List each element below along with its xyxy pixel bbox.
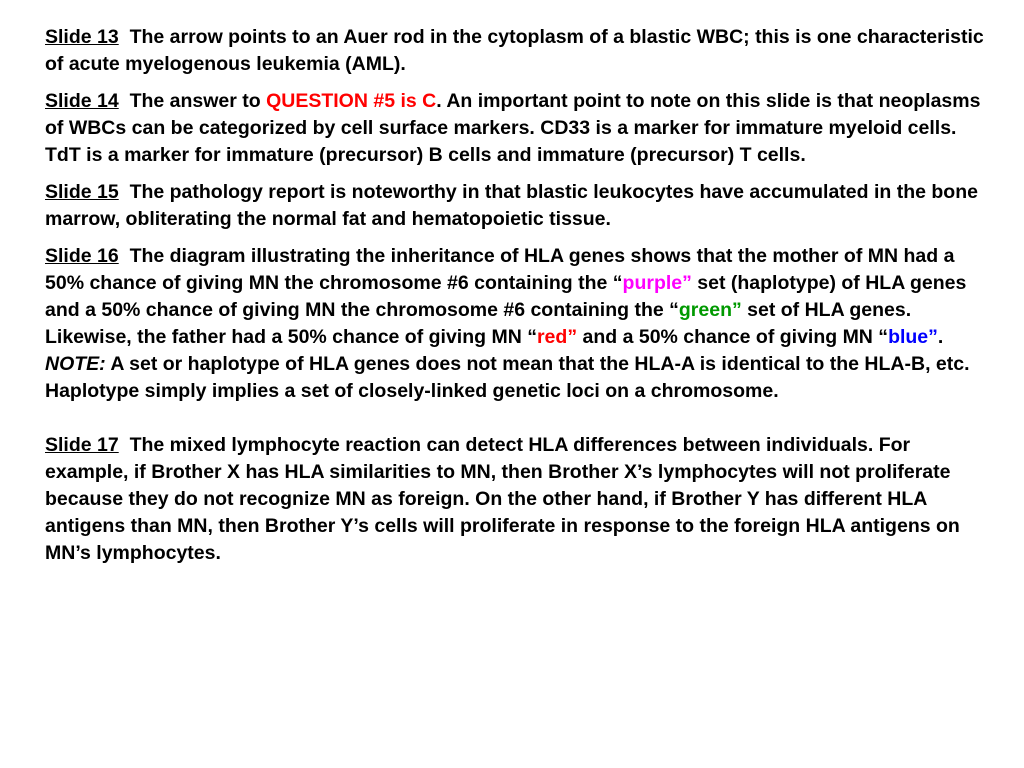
- slide-16-text-3: set of HLA genes.: [741, 299, 912, 321]
- slide-14-text-after: . An important point to note on this slide is that neoplasms of WBCs can be categorized by cell surface markers. CD33 is a marker for immature myeloid cells. TdT is a marker for immature (precursor) B cells and immature (precursor) T cells.: [45, 90, 981, 166]
- slide-notes: [45, 24, 985, 577]
- blue-highlight: blue”: [888, 326, 938, 348]
- slide-16-text-4: Likewise, the father had a 50% chance of giving MN “: [45, 326, 537, 348]
- green-highlight: green”: [678, 299, 742, 321]
- slide-13-text: The arrow points to an Auer rod in the cytoplasm of a blastic WBC; this is one characteristic of acute myelogenous leukemia (AML).: [45, 26, 984, 75]
- slide-16-label: Slide 16: [45, 245, 119, 267]
- slide-16-text-2: set (haplotype) of HLA genes and a 50% chance of giving MN the chromosome #6 containing the “: [45, 272, 967, 321]
- slide-13-label: Slide 13: [45, 26, 119, 48]
- slide-16-text-1: The diagram illustrating the inheritance of HLA genes shows that the mother of MN had a 50% chance of giving MN the chromosome #6 containing the “: [45, 245, 955, 294]
- slide-15-paragraph: [45, 179, 985, 233]
- slide-16-text-6: .: [937, 326, 944, 348]
- slide-16-paragraph: [45, 243, 985, 405]
- slide-17-paragraph: [45, 432, 985, 567]
- slide-14-text-before: The answer to: [129, 90, 267, 112]
- note-label: NOTE:: [45, 353, 106, 375]
- purple-highlight: purple”: [622, 272, 692, 294]
- slide-15-text: The pathology report is noteworthy in that blastic leukocytes have accumulated in the bone marrow, obliterating the normal fat and hematopoietic tissue.: [45, 181, 978, 230]
- slide-13-paragraph: [45, 24, 985, 78]
- slide-14-label: Slide 14: [45, 90, 119, 112]
- slide-14-paragraph: [45, 88, 985, 169]
- red-highlight: red”: [536, 326, 578, 348]
- question-answer-highlight: QUESTION #5 is C: [266, 90, 437, 112]
- slide-17-label: Slide 17: [45, 434, 119, 456]
- slide-17-text: The mixed lymphocyte reaction can detect HLA differences between individuals. For example, if Brother X has HLA similarities to MN, then Brother X’s lymphocytes will not proliferate because they do not recognize MN as foreign. On the other hand, if Brother Y has different HLA antigens than MN, then Brother Y’s cells will proliferate in response to the foreign HLA antigens on MN’s lymphocytes.: [45, 434, 960, 564]
- slide-16-text-5: and a 50% chance of giving MN “: [577, 326, 889, 348]
- slide-15-label: Slide 15: [45, 181, 119, 203]
- slide-16-text-7: A set or haplotype of HLA genes does not mean that the HLA-A is identical to the HLA-B, etc. Haplotype simply implies a set of closely-linked genetic loci on a chromosome.: [45, 353, 970, 402]
